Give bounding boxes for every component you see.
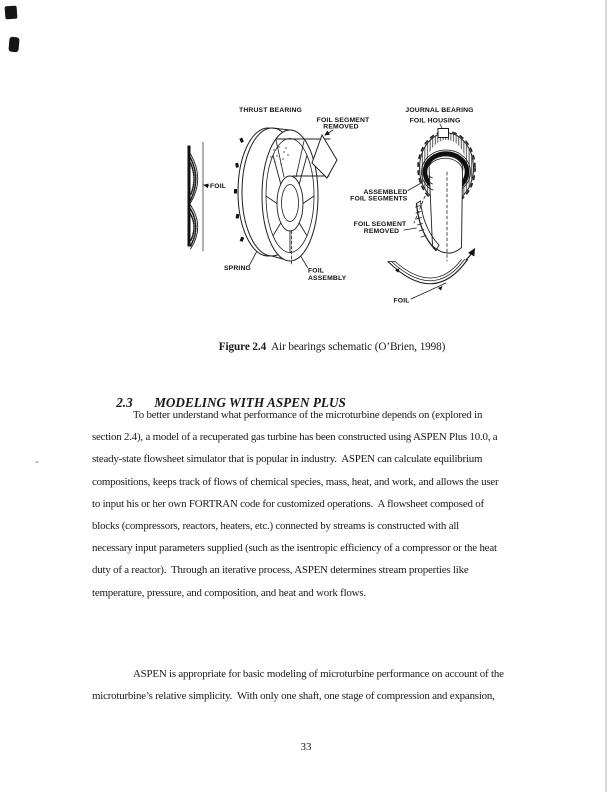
label-foil-assembly-2: ASSEMBLY — [308, 275, 347, 282]
scan-artifact-mark — [8, 37, 19, 53]
label-foil-segment-removed-thrust-1: FOIL SEGMENT — [316, 117, 370, 124]
body-line: section 2.4), a model of a recuperated gas turbine has been constructed using ASPEN Plus 10.0, a — [92, 431, 498, 444]
label-foil-bottom: FOIL — [393, 297, 410, 305]
body-line: steady-state flowsheet simulator that is popular in industry. ASPEN can calculate equilibrium — [92, 453, 483, 466]
paragraph-1 — [92, 404, 562, 604]
section-number: 2.3 — [116, 395, 133, 410]
section-heading — [103, 379, 346, 410]
body-line: To better understand what performance of the microturbine depends on (explored in — [133, 409, 483, 421]
body-line: temperature, pressure, and composition, and heat and work flows. — [92, 586, 366, 599]
label-thrust-bearing: THRUST BEARING — [239, 107, 302, 114]
scan-edge-shadow — [605, 0, 607, 792]
label-assembled-foil-segments-1: ASSEMBLED — [363, 189, 408, 196]
scan-speck — [35, 461, 39, 463]
thrust-bearing-drawing — [224, 107, 370, 282]
figure-caption-text: Air bearings schematic (O’Brien, 1998) — [271, 341, 446, 353]
label-foil-housing: FOIL HOUSING — [409, 117, 461, 125]
body-line: blocks (compressors, reactors, heaters, etc.) connected by streams is constructed with all — [92, 519, 459, 532]
figure-caption — [208, 326, 446, 353]
body-line: compositions, keeps track of flows of chemical species, mass, heat, and work, and allows the user — [92, 475, 499, 488]
page-number: 33 — [300, 741, 312, 753]
label-foil-left: FOIL — [210, 183, 227, 190]
body-line: ASPEN is appropriate for basic modeling of microturbine performance on account of the — [133, 668, 504, 680]
section-title: MODELING WITH ASPEN PLUS — [154, 395, 346, 410]
label-foil-segment-removed-thrust-2: REMOVED — [323, 123, 359, 131]
air-bearings-figure — [85, 88, 535, 326]
label-assembled-foil-segments-2: FOIL SEGMENTS — [350, 195, 408, 203]
label-foil-segment-removed-journal-2: REMOVED — [363, 228, 400, 235]
body-line: to input his or her own FORTRAN code for customized operations. A flowsheet composed of — [92, 497, 484, 510]
body-line: microturbine’s relative simplicity. With only one shaft, one stage of compression and expansion, — [92, 690, 495, 703]
foil-side-view-drawing — [188, 142, 227, 251]
label-foil-assembly-1: FOIL — [308, 267, 325, 275]
paragraph-2 — [92, 663, 562, 707]
scan-artifact-mark — [5, 6, 18, 20]
figure-caption-label: Figure 2.4 — [218, 341, 267, 353]
label-journal-bearing: JOURNAL BEARING — [405, 107, 474, 114]
body-line: duty of a reactor). Through an iterative process, ASPEN determines stream properties like — [92, 564, 469, 577]
journal-bearing-drawing — [350, 107, 475, 305]
body-line: necessary input parameters supplied (such as the isentropic efficiency of a compressor or the heat — [92, 542, 497, 555]
label-foil-segment-removed-journal-1: FOIL SEGMENT — [353, 221, 407, 228]
label-spring: SPRING — [224, 265, 251, 272]
